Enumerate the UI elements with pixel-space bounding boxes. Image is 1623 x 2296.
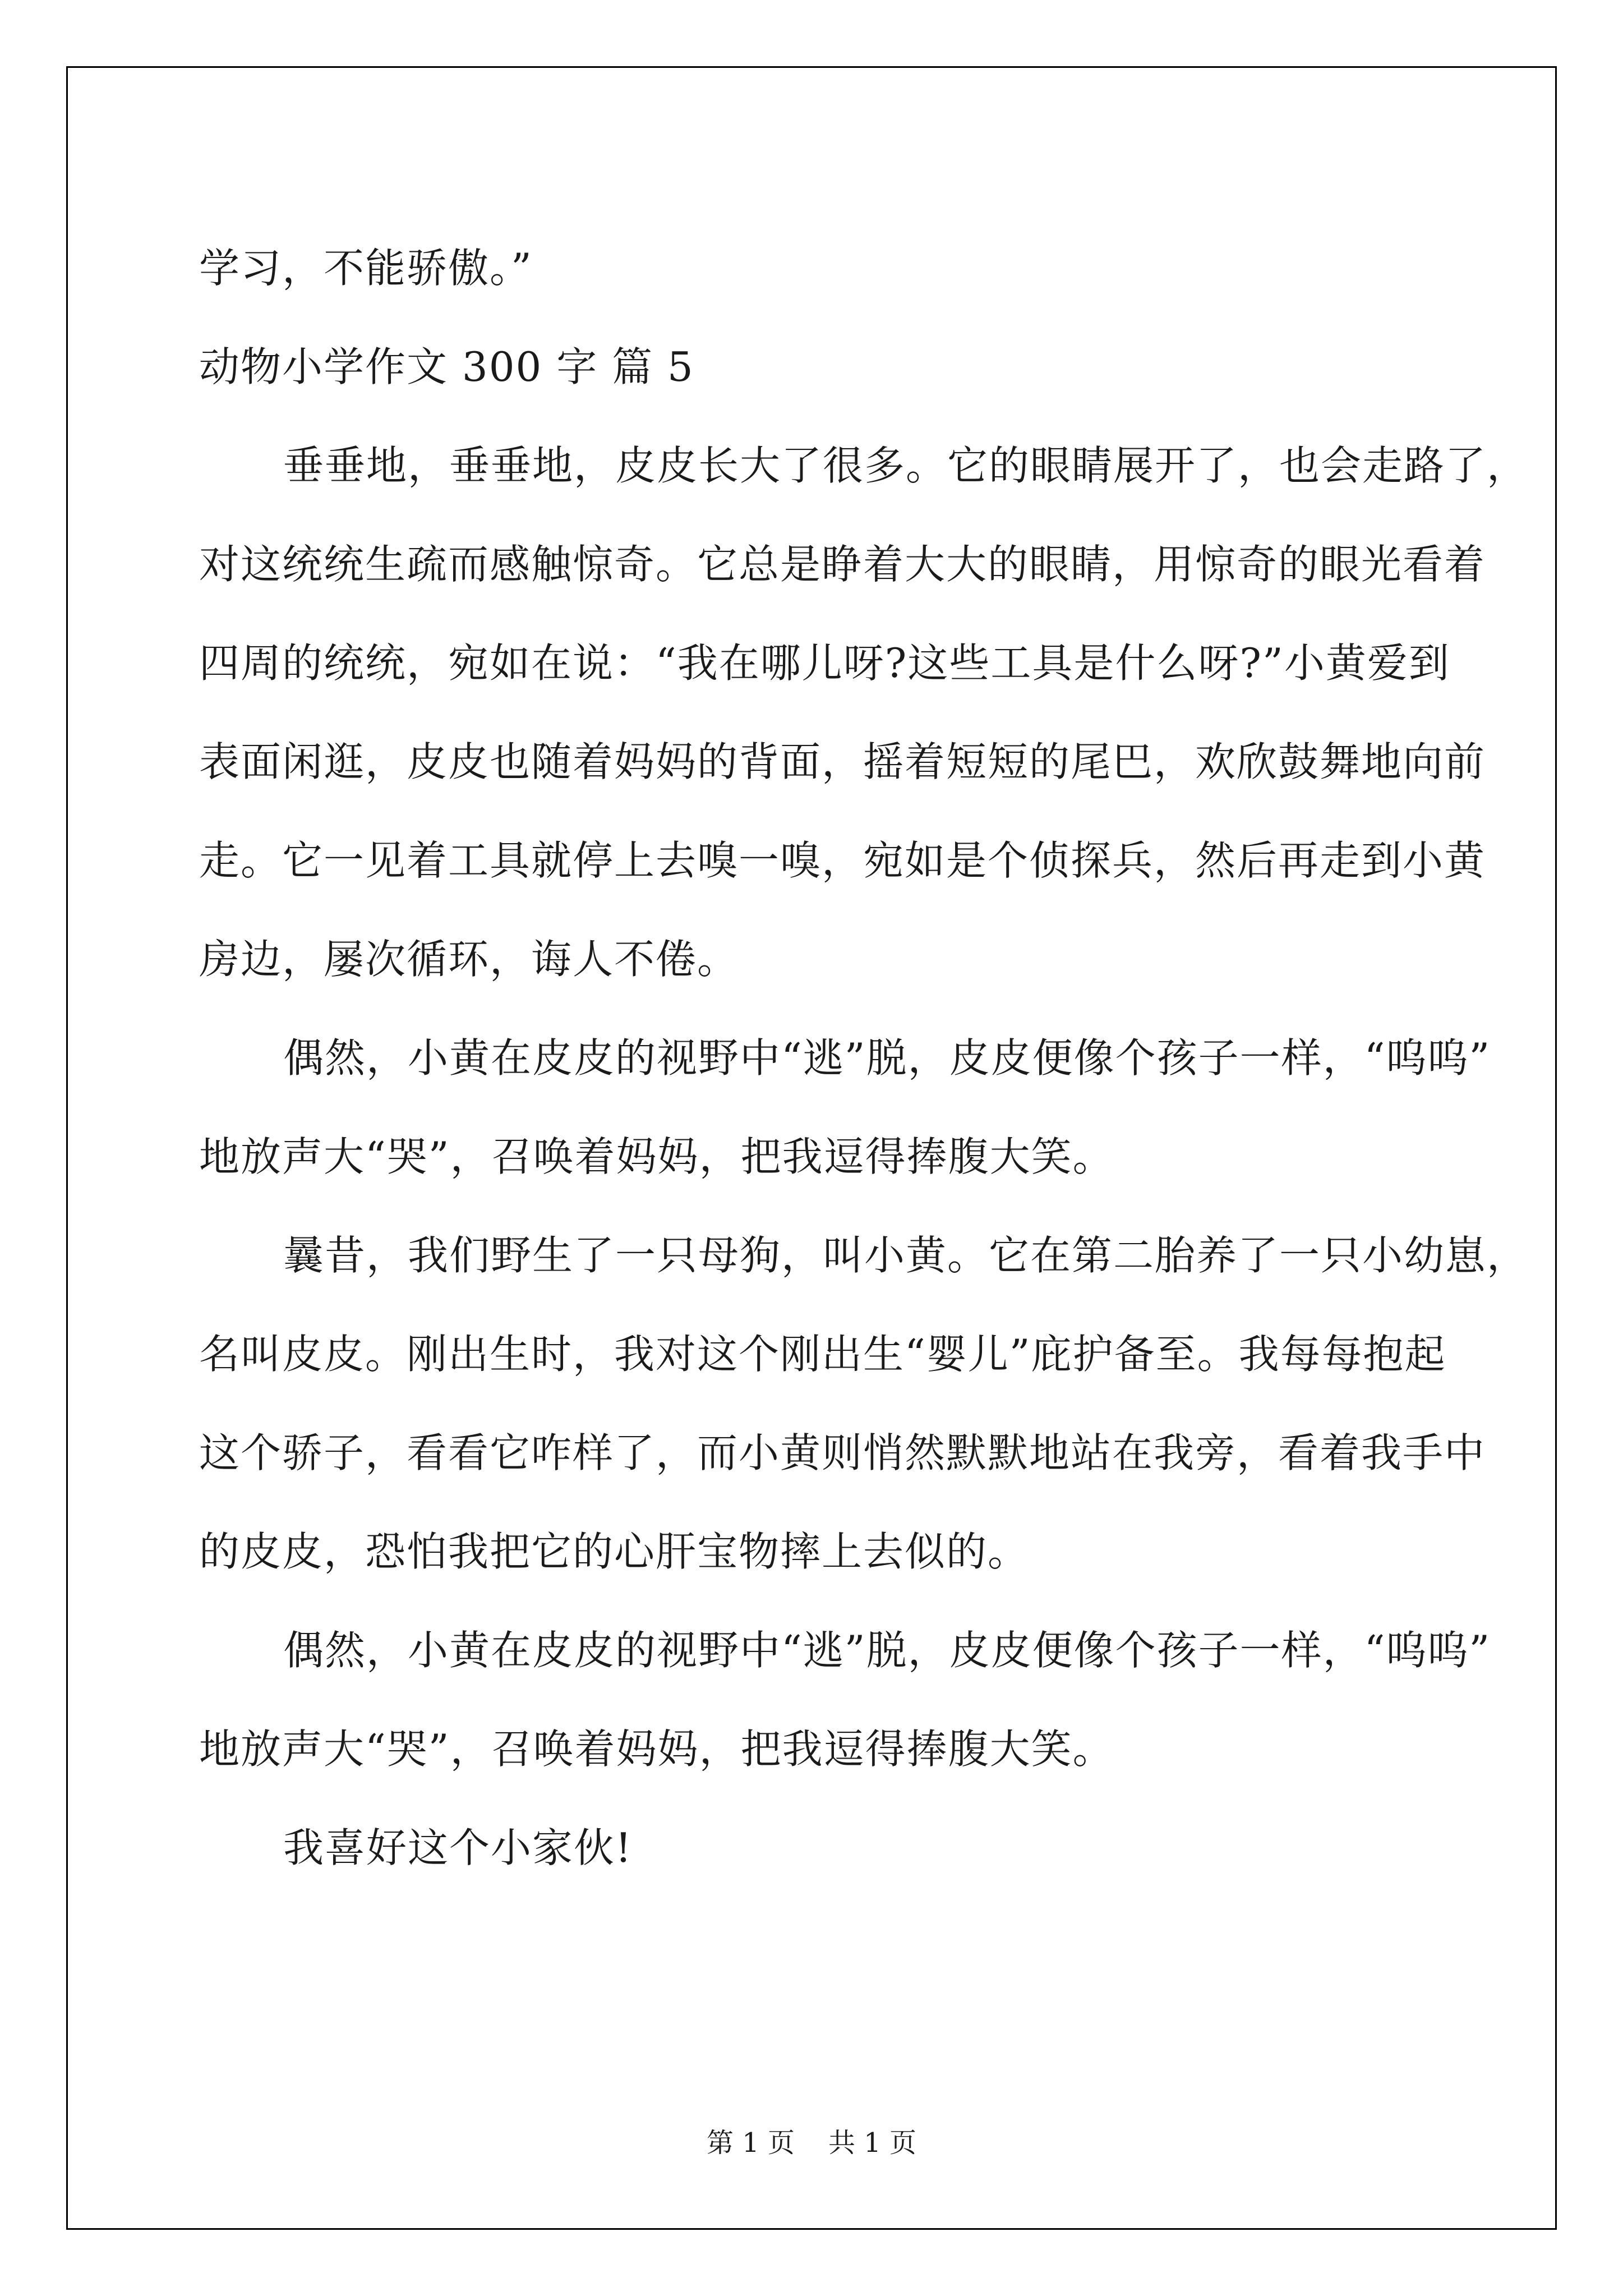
paragraph-line: 我喜好这个小家伙!	[283, 1824, 633, 1871]
paragraph-line: 地放声大“哭”，召唤着妈妈，把我逗得捧腹大笑。	[199, 1726, 1114, 1773]
paragraph-line: 偶然，小黄在皮皮的视野中“逃”脱，皮皮便像个孩子一样，“呜呜”	[283, 1034, 1491, 1082]
paragraph-line: 垂垂地，垂垂地，皮皮长大了很多。它的眼睛展开了，也会走路了，	[283, 442, 1529, 489]
paragraph-line: 房边，屡次循环，诲人不倦。	[199, 936, 739, 983]
paragraph-line: 这个骄子，看看它咋样了，而小黄则悄然默默地站在我旁，看着我手中	[199, 1429, 1486, 1476]
paragraph-line: 名叫皮皮。刚出生时，我对这个刚出生“婴儿”庇护备至。我每每抱起	[199, 1331, 1446, 1378]
paragraph-line: 的皮皮，恐怕我把它的心肝宝物摔上去似的。	[199, 1528, 1030, 1575]
page-number: 第 1 页	[706, 2127, 795, 2159]
paragraph-line: 四周的统统，宛如在说：“我在哪儿呀?这些工具是什么呀?”小黄爱到	[199, 639, 1450, 687]
paragraph-line: 曩昔，我们野生了一只母狗，叫小黄。它在第二胎养了一只小幼崽，	[283, 1232, 1529, 1279]
text-line: 学习，不能骄傲。”	[199, 245, 533, 292]
section-heading: 动物小学作文 300 字 篇 5	[199, 343, 694, 390]
paragraph-line: 地放声大“哭”，召唤着妈妈，把我逗得捧腹大笑。	[199, 1133, 1114, 1180]
paragraph-line: 对这统统生疏而感触惊奇。它总是睁着大大的眼睛，用惊奇的眼光看着	[199, 541, 1486, 588]
document-body	[199, 219, 1529, 1897]
paragraph-line: 走。它一见着工具就停上去嗅一嗅，宛如是个侦探兵，然后再走到小黄	[199, 837, 1486, 884]
page-total: 共 1 页	[828, 2127, 917, 2159]
page-footer	[0, 2126, 1623, 2160]
paragraph-line: 偶然，小黄在皮皮的视野中“逃”脱，皮皮便像个孩子一样，“呜呜”	[283, 1627, 1491, 1674]
paragraph-line: 表面闲逛，皮皮也随着妈妈的背面，摇着短短的尾巴，欢欣鼓舞地向前	[199, 738, 1486, 785]
